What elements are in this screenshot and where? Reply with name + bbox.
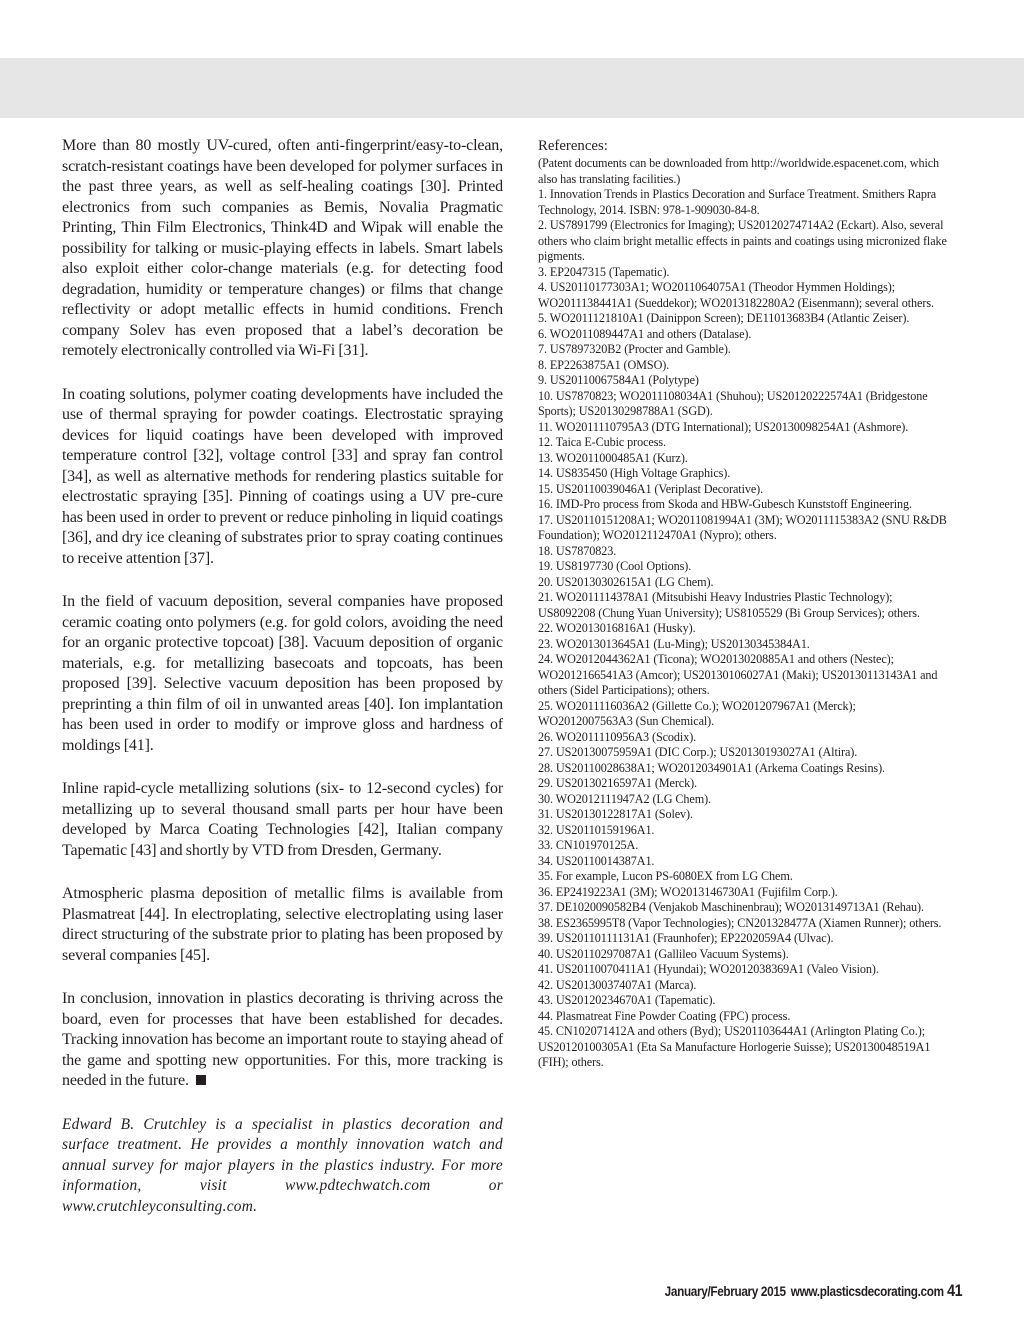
reference-item: 2. US7891799 (Electronics for Imaging); US20120274714A2 (Eckart). Also, several others who claim bright metallic effects in paints and coatings using micronized flake pigments. bbox=[538, 218, 947, 263]
reference-item: 5. WO2011121810A1 (Dainippon Screen); DE11013683B4 (Atlantic Zeiser). bbox=[538, 311, 910, 325]
reference-item: 40. US20110297087A1 (Gallileo Vacuum Systems). bbox=[538, 946, 789, 961]
article-column bbox=[62, 136, 503, 1217]
reference-item: 12. Taica E-Cubic process. bbox=[538, 435, 666, 449]
references-column bbox=[538, 138, 950, 1071]
reference-item: 25. WO2011116036A2 (Gillette Co.); WO201207967A1 (Merck); WO2012007563A3 (Sun Chemical). bbox=[538, 698, 856, 728]
reference-item: 17. US20110151208A1; WO2011081994A1 (3M); WO2011115383A2 (SNU R&DB Foundation); WO2012112470A1 (Nypro); others. bbox=[538, 512, 947, 542]
header-band bbox=[0, 58, 1024, 118]
reference-item: 31. US20130122817A1 (Solev). bbox=[538, 807, 693, 821]
reference-item: 34. US20110014387A1. bbox=[538, 853, 655, 868]
reference-item: 11. WO2011110795A3 (DTG International); US20130098254A1 (Ashmore). bbox=[538, 419, 909, 434]
reference-item: 1. Innovation Trends in Plastics Decoration and Surface Treatment. Smithers Rapra Technology, 2014. ISBN: 978-1-909030-84-8. bbox=[538, 187, 937, 217]
reference-item: 15. US20110039046A1 (Veriplast Decorative). bbox=[538, 481, 764, 496]
article-paragraph: Atmospheric plasma deposition of metallic films is available from Plasmatreat [44]. In electroplating, selective electroplating using laser direct structuring of the substrate prior to plating has been proposed by several companies [45]. bbox=[62, 885, 503, 964]
reference-item: 45. CN102071412A and others (Byd); US201103644A1 (Arlington Plating Co.); US20120100305A1 (Eta Sa Manufacture Horlogerie Suisse); US20130048519A1 (FIH); others. bbox=[538, 1024, 931, 1069]
reference-item: 24. WO2012044362A1 (Ticona); WO2013020885A1 and others (Nestec); WO2012166541A3 (Amcor); US20130106027A1 (Maki); US20130113143A1 and others (Sidel Participations); others. bbox=[538, 652, 938, 697]
reference-item: 30. WO2012111947A2 (LG Chem). bbox=[538, 791, 712, 806]
reference-item: 20. US20130302615A1 (LG Chem). bbox=[538, 574, 714, 589]
reference-item: 26. WO2011110956A3 (Scodix). bbox=[538, 729, 697, 744]
reference-item: 22. WO2013016816A1 (Husky). bbox=[538, 621, 696, 635]
reference-item: 42. US20130037407A1 (Marca). bbox=[538, 977, 697, 992]
website: www.plasticsdecorating.com bbox=[790, 1283, 944, 1299]
reference-item: 32. US20110159196A1. bbox=[538, 822, 655, 837]
reference-item: 19. US8197730 (Cool Options). bbox=[538, 559, 692, 573]
article-paragraph-conclusion bbox=[62, 989, 503, 1092]
issue-date: January/February 2015 bbox=[664, 1283, 786, 1299]
reference-item: 13. WO2011000485A1 (Kurz). bbox=[538, 450, 688, 465]
reference-item: 27. US20130075959A1 (DIC Corp.); US20130193027A1 (Altira). bbox=[538, 745, 858, 759]
reference-item: 4. US20110177303A1; WO2011064075A1 (Theodor Hymmen Holdings); WO2011138441A1 (Sueddekor); WO2013182280A2 (Eisenmann); several others. bbox=[538, 280, 934, 310]
reference-item: 44. Plasmatreat Fine Powder Coating (FPC) process. bbox=[538, 1008, 791, 1023]
article-paragraph: In coating solutions, polymer coating developments have included the use of thermal spraying for powder coatings. Electrostatic spraying devices for liquid coatings have been developed with improved temperature control [32], voltage control [33] and spray fan control [34], as well as alternative methods for rendering plastics suitable for electrostatic spraying [35]. Pinning of coatings using a UV pre-cure has been used in order to prevent or reduce pinholing in liquid coatings [36], and dry ice cleaning of substrates prior to spray coating continues to receive attention [37]. bbox=[62, 385, 503, 567]
reference-item: 23. WO2013013645A1 (Lu-Ming); US20130345384A1. bbox=[538, 636, 810, 651]
page-footer bbox=[664, 1281, 962, 1301]
references-heading: References: bbox=[538, 138, 608, 154]
reference-item: 9. US20110067584A1 (Polytype) bbox=[538, 373, 699, 387]
reference-item: 38. ES2365995T8 (Vapor Technologies); CN201328477A (Xiamen Runner); others. bbox=[538, 915, 942, 930]
reference-item: 21. WO2011114378A1 (Mitsubishi Heavy Industries Plastic Technology); US8092208 (Chung Yuan University); US8105529 (Bi Group Services); others. bbox=[538, 590, 920, 620]
reference-item: 28. US20110028638A1; WO2012034901A1 (Arkema Coatings Resins). bbox=[538, 760, 885, 775]
reference-item: 43. US20120234670A1 (Tapematic). bbox=[538, 993, 716, 1007]
references-list bbox=[538, 187, 950, 1071]
reference-item: 3. EP2047315 (Tapematic). bbox=[538, 264, 670, 279]
reference-item: 8. EP2263875A1 (OMSO). bbox=[538, 357, 670, 372]
article-paragraph: In the field of vacuum deposition, several companies have proposed ceramic coating onto polymers (e.g. for gold colors, avoiding the need for an organic protective topcoat) [38]. Vacuum deposition of organic materials, e.g. for metallizing basecoats and topcoats, has been proposed [39]. Selective vacuum deposition has been proposed by preprinting a thin film of oil in unwanted areas [40]. Ion implantation has been used in order to modify or improve gloss and hardness of moldings [41]. bbox=[62, 593, 503, 754]
reference-item: 39. US20110111131A1 (Fraunhofer); EP2202059A4 (Ulvac). bbox=[538, 931, 834, 945]
reference-item: 6. WO2011089447A1 and others (Datalase). bbox=[538, 326, 752, 341]
page-number: 41 bbox=[946, 1281, 962, 1300]
reference-item: 33. CN101970125A. bbox=[538, 838, 639, 852]
end-of-article-icon bbox=[196, 1075, 206, 1085]
reference-item: 18. US7870823. bbox=[538, 543, 617, 558]
article-paragraph: Inline rapid-cycle metallizing solutions (six- to 12-second cycles) for metallizing up to several thousand small parts per hour have been developed by Marca Coating Technologies [42], Italian company Tapematic [43] and shortly by VTD from Dresden, Germany. bbox=[62, 780, 503, 859]
reference-item: 29. US20130216597A1 (Merck). bbox=[538, 776, 698, 790]
reference-item: 36. EP2419223A1 (3M); WO2013146730A1 (Fujifilm Corp.). bbox=[538, 884, 838, 899]
reference-item: 14. US835450 (High Voltage Graphics). bbox=[538, 466, 731, 480]
reference-item: 37. DE1020090582B4 (Venjakob Maschinenbrau); WO2013149713A1 (Rehau). bbox=[538, 900, 924, 914]
references-note: (Patent documents can be downloaded from http://worldwide.espacenet.com, which also has translating facilities.) bbox=[538, 156, 940, 186]
reference-item: 35. For example, Lucon PS-6080EX from LG Chem. bbox=[538, 869, 793, 883]
reference-item: 41. US20110070411A1 (Hyundai); WO2012038369A1 (Valeo Vision). bbox=[538, 962, 879, 976]
author-bio: Edward B. Crutchley is a specialist in plastics decoration and surface treatment. He provides a monthly innovation watch and annual survey for major players in the plastics industry. For more information, visit www.pdtechwatch.com or www.crutchleyconsulting.com. bbox=[62, 1115, 503, 1215]
conclusion-text: In conclusion, innovation in plastics decorating is thriving across the board, even for processes that have been established for decades. Tracking innovation has become an important route to staying ahead of the game and spotting new opportunities. For this, more tracking is needed in the future. bbox=[62, 990, 503, 1089]
reference-item: 7. US7897320B2 (Procter and Gamble). bbox=[538, 342, 731, 356]
reference-item: 10. US7870823; WO2011108034A1 (Shuhou); US20120222574A1 (Bridgestone Sports); US20130298788A1 (SGD). bbox=[538, 388, 928, 418]
article-paragraph: More than 80 mostly UV-cured, often anti-fingerprint/easy-to-clean, scratch-resistant coatings have been developed for polymer surfaces in the past three years, as well as self-healing coatings [30]. Printed electronics from such companies as Bemis, Novalia Pragmatic Printing, Thin Film Electronics, Think4D and Wipak will enable the possibility for talking or music-playing effects in labels. Smart labels also exploit either color-change materials (e.g. for detecting food degradation, humidity or temperature changes) or films that change reflectivity or adopt metallic effects in humid conditions. French company Solev has even proposed that a label’s decoration be remotely electronically controlled via Wi-Fi [31]. bbox=[62, 137, 503, 359]
reference-item: 16. IMD-Pro process from Skoda and HBW-Gubesch Kunststoff Engineering. bbox=[538, 497, 912, 511]
